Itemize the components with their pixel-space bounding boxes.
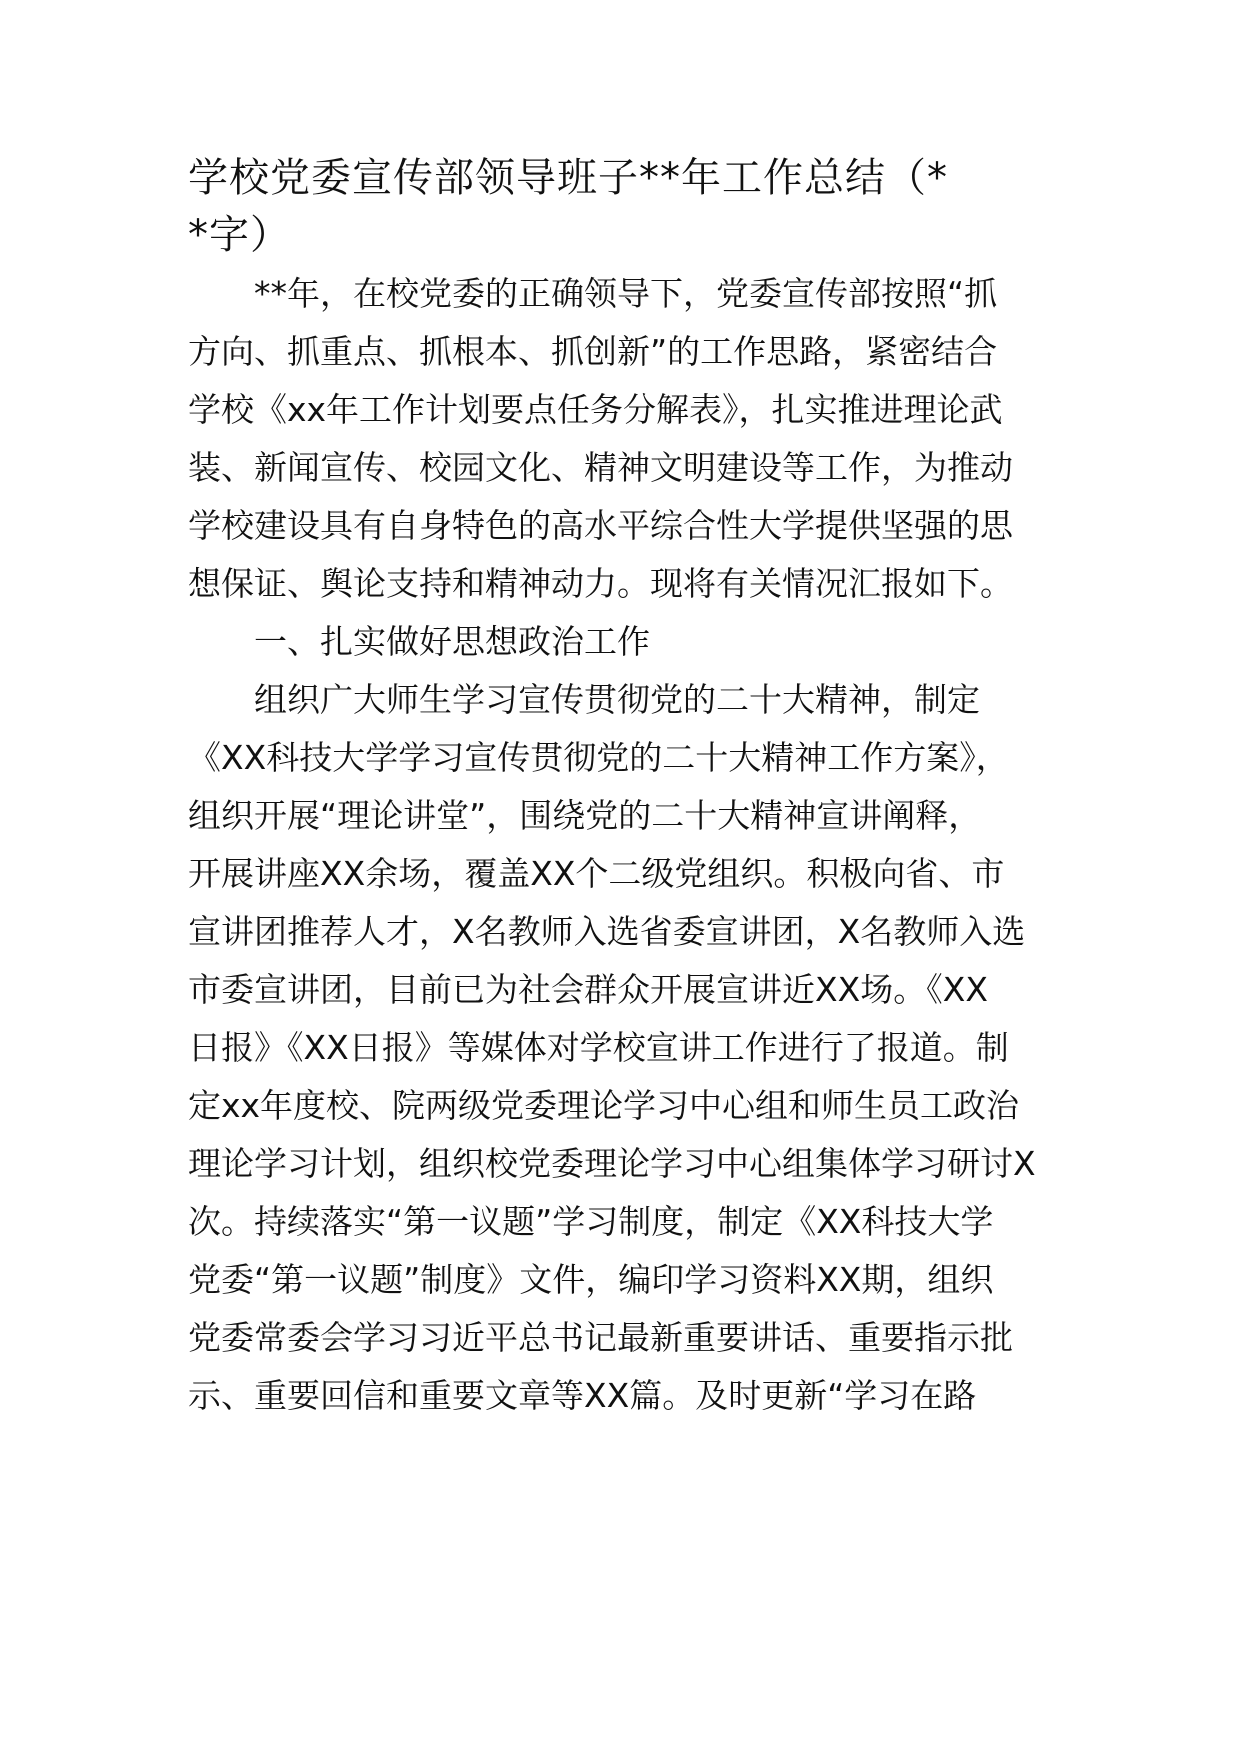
section-heading: 一、扎实做好思想政治工作: [254, 622, 650, 661]
paragraph-line: 想保证、舆论支持和精神动力。现将有关情况汇报如下。: [188, 564, 1013, 603]
paragraph-line: 次。持续落实“第一议题”学习制度，制定《XX科技大学: [188, 1202, 994, 1241]
paragraph-line: 装、新闻宣传、校园文化、精神文明建设等工作，为推动: [188, 448, 1013, 487]
paragraph-line: 学校《xx年工作计划要点任务分解表》，扎实推进理论武: [188, 390, 1003, 429]
paragraph-line: 日报》《XX日报》等媒体对学校宣讲工作进行了报道。制: [188, 1028, 1009, 1067]
paragraph-line: 理论学习计划，组织校党委理论学习中心组集体学习研讨X: [188, 1144, 1036, 1183]
document-title-line-2: *字）: [188, 212, 291, 258]
paragraph-line: 宣讲团推荐人才，X名教师入选省委宣讲团，X名教师入选: [188, 912, 1026, 951]
document-title-line-1: 学校党委宣传部领导班子**年工作总结（*: [188, 155, 948, 201]
paragraph-line: 党委“第一议题”制度》文件，编印学习资料XX期，组织: [188, 1260, 994, 1299]
paragraph-line: 组织广大师生学习宣传贯彻党的二十大精神，制定: [254, 680, 980, 719]
paragraph-line: **年，在校党委的正确领导下，党委宣传部按照“抓: [254, 274, 998, 313]
paragraph-line: 党委常委会学习习近平总书记最新重要讲话、重要指示批: [188, 1318, 1013, 1357]
paragraph-line: 开展讲座XX余场，覆盖XX个二级党组织。积极向省、市: [188, 854, 1005, 893]
paragraph-line: 市委宣讲团，目前已为社会群众开展宣讲近XX场。《XX: [188, 970, 988, 1009]
paragraph-line: 组织开展“理论讲堂”，围绕党的二十大精神宣讲阐释，: [188, 796, 982, 835]
paragraph-line: 示、重要回信和重要文章等XX篇。及时更新“学习在路: [188, 1376, 977, 1415]
paragraph-line: 定xx年度校、院两级党委理论学习中心组和师生员工政治: [188, 1086, 1020, 1125]
paragraph-line: 学校建设具有自身特色的高水平综合性大学提供坚强的思: [188, 506, 1013, 545]
paragraph-line: 方向、抓重点、抓根本、抓创新”的工作思路，紧密结合: [188, 332, 998, 371]
paragraph-line: 《XX科技大学学习宣传贯彻党的二十大精神工作方案》，: [188, 738, 1009, 777]
